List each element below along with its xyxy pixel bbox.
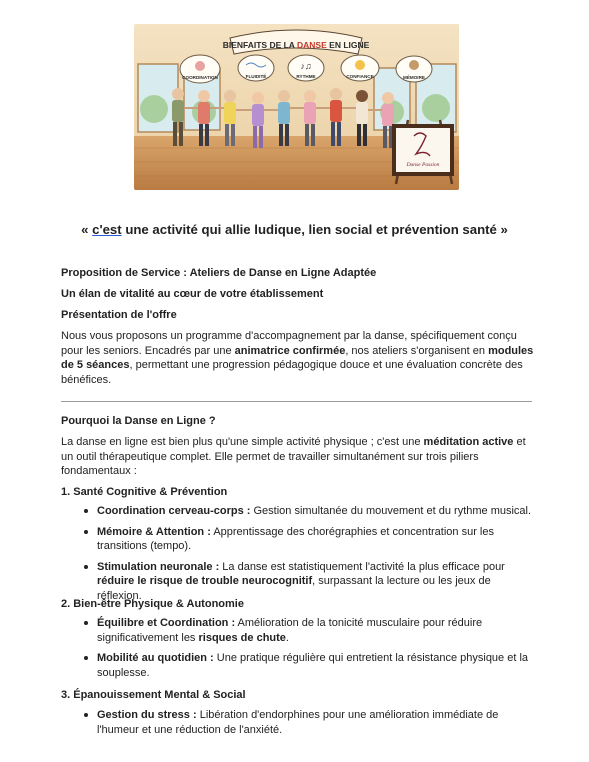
service-title: Proposition de Service : Ateliers de Danse en Ligne Adaptée — [61, 267, 377, 279]
why-heading: Pourquoi la Danse en Ligne ? — [61, 415, 216, 427]
bubble-label: MÉMOIRE — [403, 75, 425, 80]
why-paragraph: La danse en ligne est bien plus qu'une simple activité physique ; c'est une méditation active et un outil thérapeutique complet. Elle permet de travailler simultanément sur trois piliers fondamentaux : — [61, 436, 526, 477]
quote-underlined-word: c'est — [92, 222, 122, 237]
list-item: Équilibre et Coordination : Amélioration de la tonicité musculaire pour réduire significativement les risques de chute. — [61, 616, 536, 645]
list-item: Gestion du stress : Libération d'endorphines pour une amélioration immédiate de l'humeur et une réduction de l'anxiété. — [61, 708, 536, 737]
list-item: Stimulation neuronale : La danse est statistiquement l'activité la plus efficace pour réduire le risque de trouble neurocognitif, surpassant la lecture ou les jeux de réflexion. — [61, 560, 536, 604]
bubble-label: CONFIANCE — [346, 74, 374, 79]
bubble-label: RYTHME — [296, 74, 316, 79]
offer-heading: Présentation de l'offre — [61, 309, 177, 321]
list-item: Mobilité au quotidien : Une pratique régulière qui entretient la résistance physique et la souplesse. — [61, 651, 536, 680]
offer-paragraph: Nous vous proposons un programme d'accompagnement par la danse, spécifiquement conçu pour les seniors. Encadrés par une animatrice confirmée, nos ateliers s'organisent en modules de 5 séances, permettant une progression pédagogique douce et une évaluation concrète des bénéfices. — [61, 330, 534, 386]
dance-illustration — [134, 24, 459, 190]
bubble-rythme — [288, 55, 324, 81]
list-item: Coordination cerveau-corps : Gestion simultanée du mouvement et du rythme musical. — [61, 504, 536, 519]
illustration-svg — [134, 24, 459, 190]
section-divider — [61, 401, 532, 402]
physical-list — [61, 616, 536, 680]
bubble-memoire — [396, 56, 432, 82]
section-heading-mental: 3. Épanouissement Mental & Social — [61, 689, 246, 701]
bubble-label: COORDINATION — [182, 75, 218, 80]
dancers — [172, 88, 394, 148]
svg-text:Danse Passion: Danse Passion — [406, 162, 440, 168]
bubble-label: FLUIDITÉ — [245, 74, 267, 79]
service-subtitle: Un élan de vitalité au cœur de votre établissement — [61, 288, 324, 300]
bubble-coordination — [180, 55, 220, 83]
list-item: Mémoire & Attention : Apprentissage des chorégraphies et concentration sur les transitions (tempo). — [61, 525, 536, 554]
mental-list — [61, 708, 536, 737]
easel-sign — [392, 120, 454, 184]
section-heading-physical: 2. Bien-être Physique & Autonomie — [61, 598, 244, 610]
bubble-confiance — [341, 55, 379, 81]
tagline-quote: « c'est une activité qui allie ludique, lien social et prévention santé » — [81, 222, 508, 237]
section-heading-cognitive: 1. Santé Cognitive & Prévention — [61, 486, 228, 498]
bubble-fluidite — [238, 55, 274, 81]
cognitive-list — [61, 504, 536, 603]
svg-text:♪♫: ♪♫ — [300, 61, 312, 71]
svg-text:BIENFAITS DE LA DANS: BIENFAITS DE LA DANSE EN LIGNE — [222, 40, 370, 50]
